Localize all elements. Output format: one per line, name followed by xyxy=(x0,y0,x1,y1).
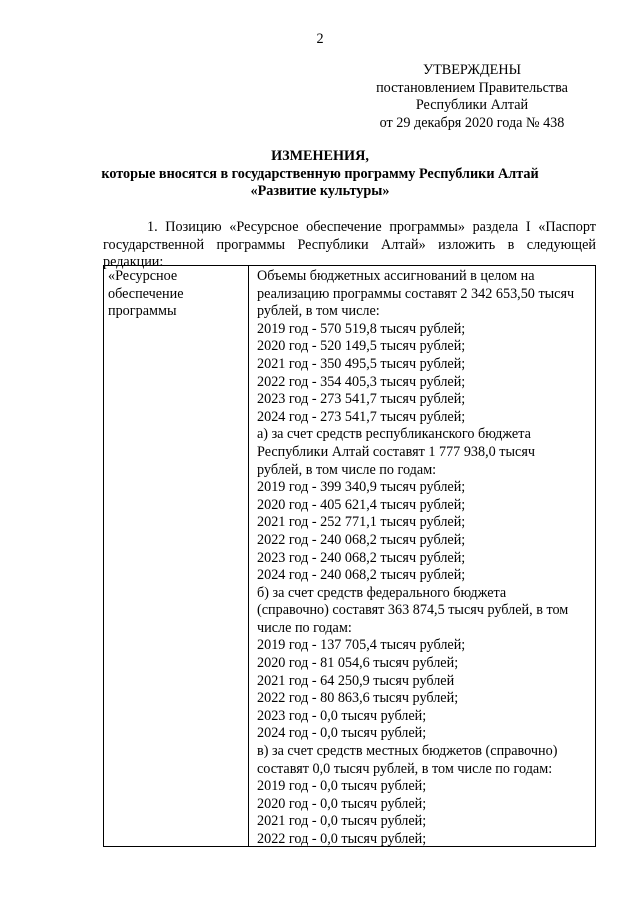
table-right-cell xyxy=(257,268,593,849)
resource-table xyxy=(103,265,596,847)
table-right-line: 2019 год - 570 519,8 тысяч рублей; xyxy=(257,320,466,337)
intro-line: 1. Позицию «Ресурсное обеспечение программы» раздела I «Паспорт xyxy=(147,219,596,235)
table-right-line: 2019 год - 0,0 тысяч рублей; xyxy=(257,778,427,795)
title-line-program: которые вносятся в государственную программу Республики Алтай xyxy=(101,165,539,182)
table-right-line: 2023 год - 240 068,2 тысяч рублей; xyxy=(257,549,466,566)
table-right-line: 2024 год - 240 068,2 тысяч рублей; xyxy=(257,567,466,584)
table-right-line: 2020 год - 81 054,6 тысяч рублей; xyxy=(257,655,459,672)
table-right-line: 2023 год - 273 541,7 тысяч рублей; xyxy=(257,391,466,408)
table-right-line: числе по годам: xyxy=(257,619,352,636)
table-column-divider xyxy=(248,266,249,846)
intro-line: государственной программы Республики Алтай» изложить в следующей xyxy=(103,236,596,253)
table-right-line: 2020 год - 405 621,4 тысяч рублей; xyxy=(257,496,466,513)
approval-line-resolution: постановлением Правительства xyxy=(376,79,568,96)
title-line-changes: ИЗМЕНЕНИЯ, xyxy=(271,148,369,164)
table-right-line: 2020 год - 520 149,5 тысяч рублей; xyxy=(257,338,466,355)
table-right-line: 2022 год - 0,0 тысяч рублей; xyxy=(257,831,427,847)
table-right-line: 2020 год - 0,0 тысяч рублей; xyxy=(257,795,427,812)
table-right-line: (справочно) составят 363 874,5 тысяч рублей, в том xyxy=(257,602,569,619)
table-right-line: 2021 год - 0,0 тысяч рублей; xyxy=(257,813,427,830)
approval-line-republic: Республики Алтай xyxy=(415,97,529,113)
approval-line-date: от 29 декабря 2020 года № 438 xyxy=(379,114,565,131)
table-right-line: 2022 год - 240 068,2 тысяч рублей; xyxy=(257,531,466,548)
title-line-name: «Развитие культуры» xyxy=(250,183,390,199)
table-left-cell xyxy=(108,268,244,321)
table-right-line: составят 0,0 тысяч рублей, в том числе по годам: xyxy=(257,760,553,777)
table-right-line: рублей, в том числе: xyxy=(257,303,380,320)
table-right-line: а) за счет средств республиканского бюджета xyxy=(257,426,531,443)
table-right-line: Республики Алтай составят 1 777 938,0 тысяч xyxy=(257,443,535,460)
table-left-line: «Ресурсное xyxy=(108,268,178,284)
table-right-line: 2023 год - 0,0 тысяч рублей; xyxy=(257,707,427,724)
table-left-line: программы xyxy=(108,303,177,320)
table-right-line: б) за счет средств федерального бюджета xyxy=(257,584,507,601)
table-right-line: Объемы бюджетных ассигнований в целом на xyxy=(257,268,535,284)
table-right-line: 2024 год - 273 541,7 тысяч рублей; xyxy=(257,408,466,425)
intro-line: редакции: xyxy=(103,254,164,270)
page-number: 2 xyxy=(316,31,324,47)
approval-line-approved: УТВЕРЖДЕНЫ xyxy=(423,62,521,78)
document-title xyxy=(0,148,640,201)
table-right-line: 2021 год - 64 250,9 тысяч рублей xyxy=(257,672,455,689)
table-right-line: 2021 год - 350 495,5 тысяч рублей; xyxy=(257,355,466,372)
approval-block xyxy=(360,62,584,132)
table-right-line: 2019 год - 137 705,4 тысяч рублей; xyxy=(257,637,466,654)
table-right-line: 2019 год - 399 340,9 тысяч рублей; xyxy=(257,479,466,496)
table-right-line: в) за счет средств местных бюджетов (справочно) xyxy=(257,743,558,760)
table-right-line: 2022 год - 80 863,6 тысяч рублей; xyxy=(257,690,459,707)
table-right-line: 2022 год - 354 405,3 тысяч рублей; xyxy=(257,373,466,390)
intro-paragraph xyxy=(103,219,596,272)
table-right-line: 2021 год - 252 771,1 тысяч рублей; xyxy=(257,514,466,531)
table-right-line: реализацию программы составят 2 342 653,50 тысяч xyxy=(257,285,575,302)
table-right-line: рублей, в том числе по годам: xyxy=(257,461,437,478)
table-right-line: 2024 год - 0,0 тысяч рублей; xyxy=(257,725,427,742)
table-left-line: обеспечение xyxy=(108,285,184,302)
